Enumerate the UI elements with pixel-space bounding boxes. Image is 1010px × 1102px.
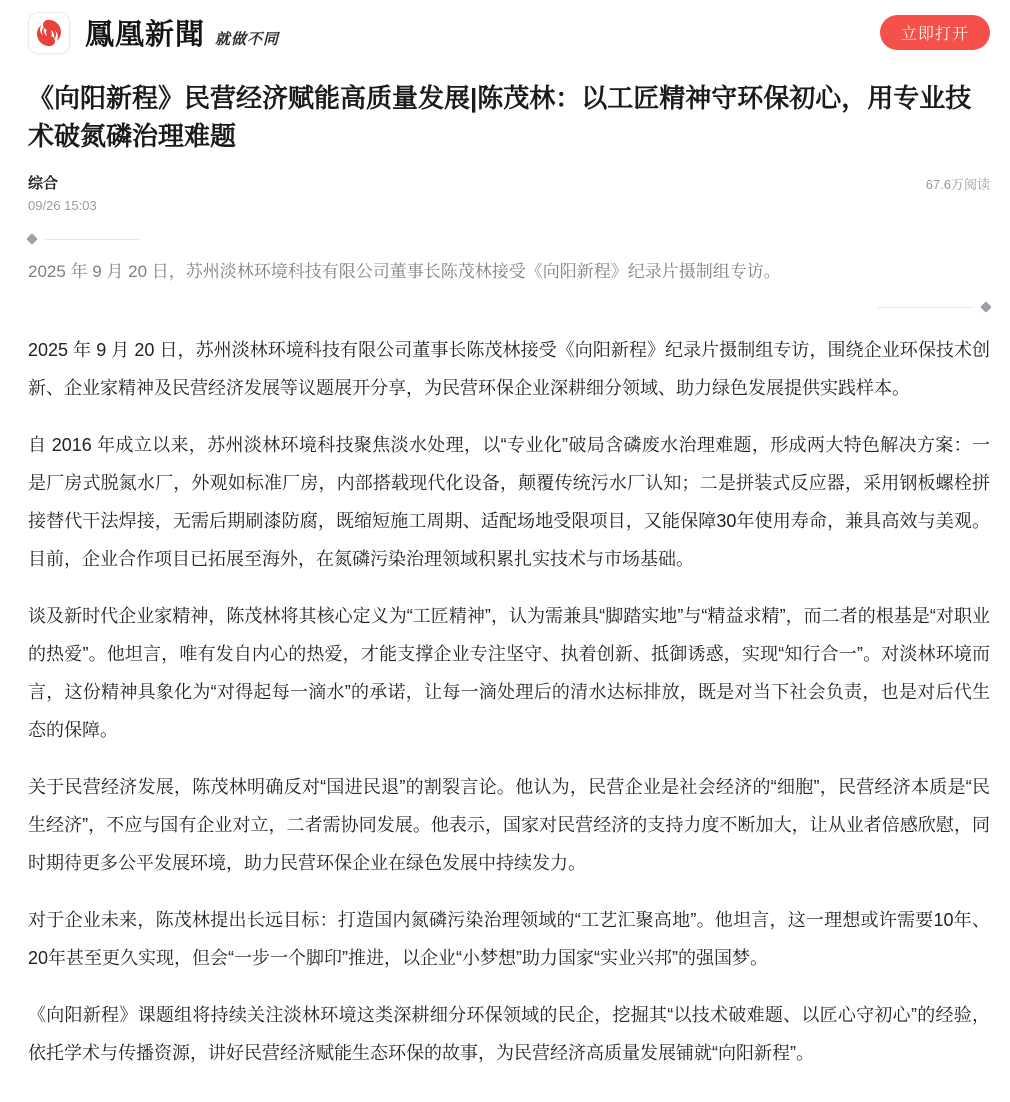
diamond-icon [980, 301, 991, 312]
divider-rule [878, 307, 973, 308]
phoenix-swirl-icon [34, 18, 64, 48]
body-paragraph: 2025 年 9 月 20 日，苏州淡林环境科技有限公司董事长陈茂林接受《向阳新程》纪录片摄制组专访，围绕企业环保技术创新、企业家精神及民营经济发展等议题展开分享，为民营环保企业深耕细分领域、助力绿色发展提供实践样本。 [28, 340, 990, 398]
read-count: 67.6万阅读 [925, 177, 990, 192]
body-paragraph: 对于企业未来，陈茂林提出长远目标：打造国内氮磷污染治理领域的“工艺汇聚高地”。他坦言，这一理想或许需要10年、20年甚至更久实现，但会“一步一个脚印”推进，以企业“小梦想”助力国家“实业兴邦”的强国梦。 [28, 910, 990, 968]
article-title: 《向阳新程》民营经济赋能高质量发展|陈茂林：以工匠精神守环保初心，用专业技术破氮磷治理难题 [28, 83, 972, 151]
caption-divider-top [28, 235, 990, 243]
body-paragraph: 谈及新时代企业家精神，陈茂林将其核心定义为“工匠精神”，认为需兼具“脚踏实地”与“精益求精”，而二者的根基是“对职业的热爱”。他坦言，唯有发自内心的热爱，才能支撑企业专注坚守、执着创新、抵御诱惑，实现“知行合一”。对淡林环境而言，这份精神具象化为“对得起每一滴水”的承诺，让每一滴处理后的清水达标排放，既是对当下社会负责，也是对后代生态的保障。 [28, 606, 990, 740]
meta-left [28, 172, 97, 213]
body-paragraph: 关于民营经济发展，陈茂林明确反对“国进民退”的割裂言论。他认为，民营企业是社会经济的“细胞”，民营经济本质是“民生经济”，不应与国有企业对立，二者需协同发展。他表示，国家对民营经济的支持力度不断加大，让从业者倍感欣慰，同时期待更多公平发展环境，助力民营环保企业在绿色发展中持续发力。 [28, 777, 990, 873]
article-meta [28, 172, 990, 213]
body-paragraph: 《向阳新程》课题组将持续关注淡林环境这类深耕细分环保领域的民企，挖掘其“以技术破难题、以匠心守初心”的经验，依托学术与传播资源，讲好民营经济赋能生态环保的故事，为民营经济高质量发展铺就“向阳新程”。 [28, 1005, 990, 1063]
divider-rule [45, 239, 140, 240]
open-app-button[interactable]: 立即打开 [880, 15, 990, 50]
app-banner [28, 0, 990, 56]
image-caption: 2025 年 9 月 20 日，苏州淡林环境科技有限公司董事长陈茂林接受《向阳新程》纪录片摄制组专访。 [28, 262, 781, 281]
caption-divider-bottom [28, 303, 990, 311]
body-paragraph: 自 2016 年成立以来，苏州淡林环境科技聚焦淡水处理，以“专业化”破局含磷废水治理难题，形成两大特色解决方案：一是厂房式脱氮水厂，外观如标准厂房，内部搭载现代化设备，颠覆传统污水厂认知；二是拼装式反应器，采用钢板螺栓拼接替代干法焊接，无需后期刷漆防腐，既缩短施工周期、适配场地受限项目，又能保障30年使用寿命，兼具高效与美观。目前，企业合作项目已拓展至海外，在氮磷污染治理领域积累扎实技术与市场基础。 [28, 435, 990, 569]
phoenix-logo[interactable] [28, 12, 70, 54]
brand-name: 鳳凰新聞 [85, 19, 206, 51]
publish-time: 09/26 15:03 [28, 198, 97, 213]
brand-lockup [85, 12, 279, 53]
article-body [28, 331, 990, 1072]
diamond-icon [26, 233, 37, 244]
source-name: 综合 [28, 175, 59, 192]
brand-tagline: 就做不同 [215, 32, 280, 48]
